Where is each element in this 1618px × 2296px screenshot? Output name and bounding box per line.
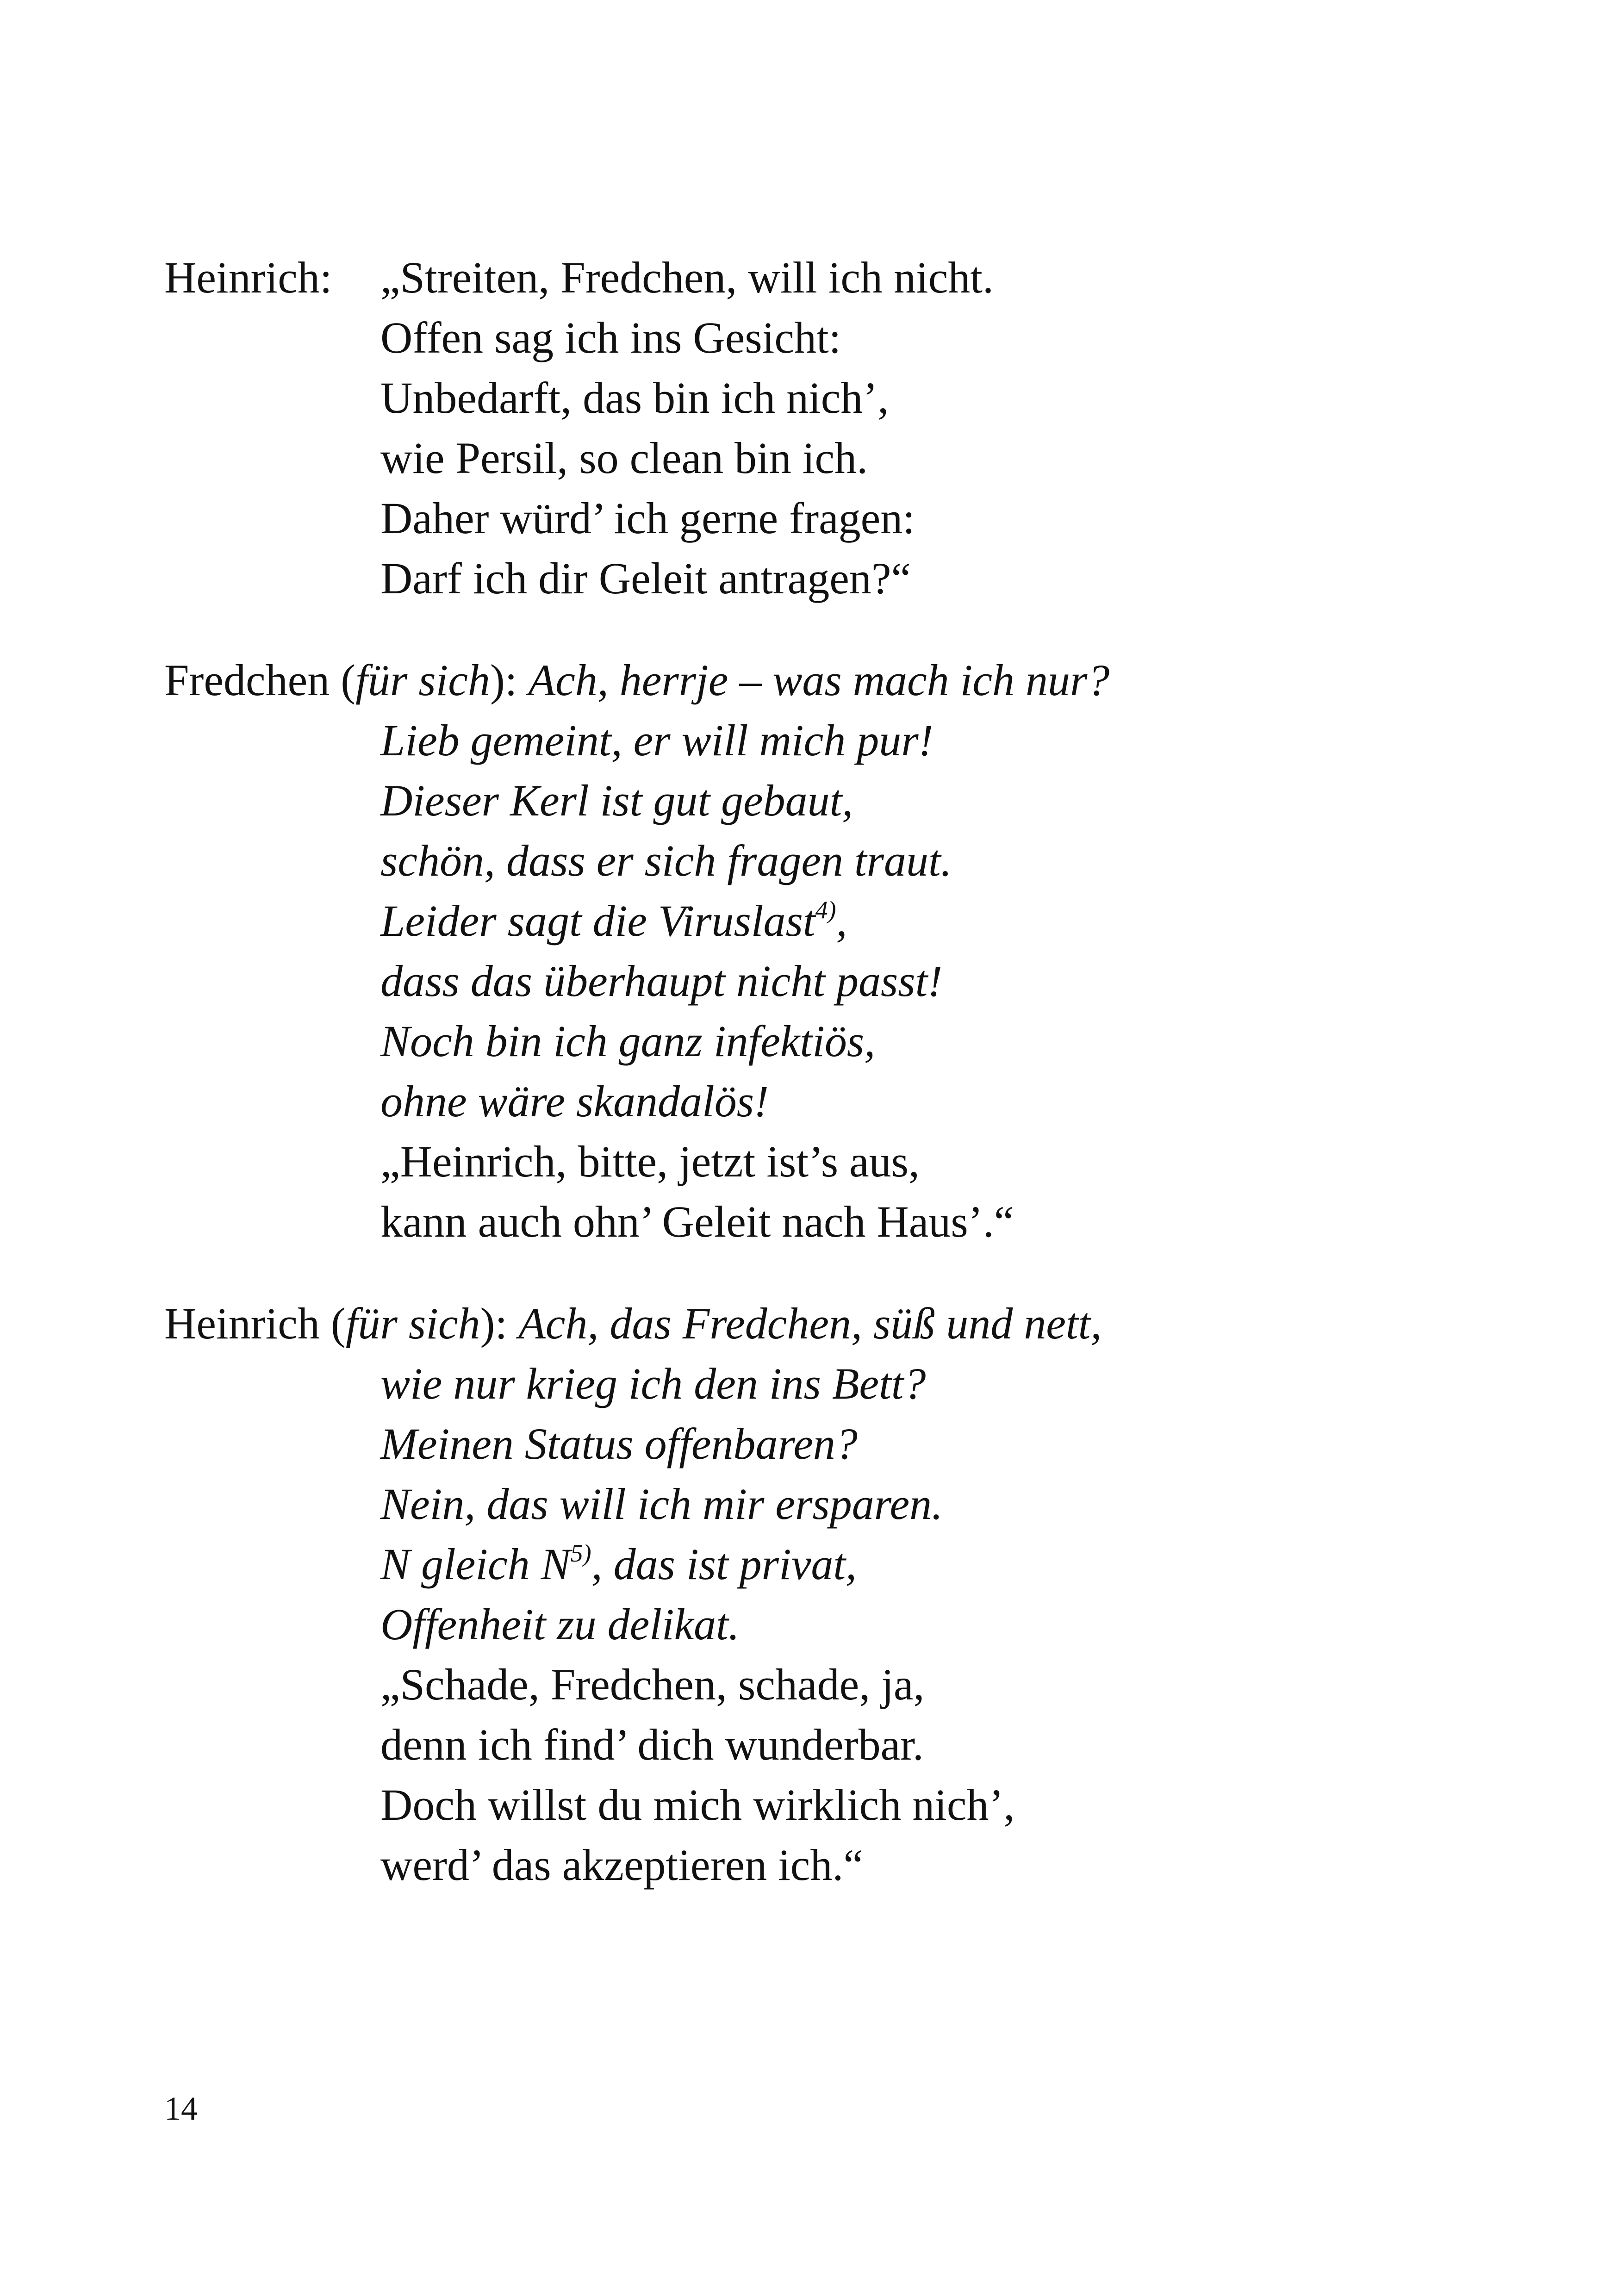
verse-line: Nein, das will ich mir ersparen. — [380, 1479, 943, 1529]
footnote-marker: 4) — [815, 896, 836, 924]
verse-line: kann auch ohn’ Geleit nach Haus’.“ — [380, 1197, 1014, 1246]
verse-line: denn ich find’ dich wunderbar. — [380, 1720, 924, 1769]
verse-line-with-footnote — [380, 1539, 857, 1589]
stage-direction: für sich — [345, 1299, 480, 1348]
verse-line: Offen sag ich ins Gesicht: — [380, 313, 841, 362]
verse-line: Lieb gemeint, er will mich pur! — [380, 716, 933, 765]
verse-text: Leider sagt die Viruslast — [380, 896, 815, 946]
speaker-separator: ): — [480, 1299, 519, 1348]
verse-text: , das ist privat, — [591, 1539, 857, 1589]
verse-line: Unbedarft, das bin ich nich’, — [380, 373, 889, 423]
verse-line: „Streiten, Fredchen, will ich nicht. — [380, 253, 994, 302]
verse-line: Doch willst du mich wirklich nich’, — [380, 1780, 1015, 1829]
speaker-heinrich: Heinrich ( — [164, 1299, 346, 1348]
stage-direction: für sich — [355, 655, 490, 705]
speaker-line-fredchen — [164, 655, 1110, 705]
verse-line: „Schade, Fredchen, schade, ja, — [380, 1660, 925, 1709]
verse-line: wie nur krieg ich den ins Bett? — [380, 1359, 926, 1408]
verse-line: Ach, das Fredchen, süß und nett, — [518, 1299, 1102, 1348]
verse-line: werd’ das akzeptieren ich.“ — [380, 1840, 863, 1890]
verse-text: N gleich N — [380, 1539, 571, 1589]
verse-line: Noch bin ich ganz infektiös, — [380, 1016, 876, 1066]
verse-line: ohne wäre skandalös! — [380, 1076, 769, 1126]
verse-line: wie Persil, so clean bin ich. — [380, 433, 868, 483]
verse-line: Ach, herrje – was mach ich nur? — [528, 655, 1110, 705]
verse-line: „Heinrich, bitte, jetzt ist’s aus, — [380, 1137, 920, 1186]
verse-line-with-footnote — [380, 896, 847, 946]
verse-line: schön, dass er sich fragen traut. — [380, 836, 952, 885]
speaker-fredchen: Fredchen ( — [164, 655, 356, 705]
verse-line: Dieser Kerl ist gut gebaut, — [380, 776, 853, 825]
footnote-marker: 5) — [570, 1539, 591, 1567]
speaker-separator: ): — [490, 655, 529, 705]
verse-line: Darf ich dir Geleit antragen?“ — [380, 554, 911, 603]
verse-text: , — [836, 896, 847, 946]
verse-line: Meinen Status offenbaren? — [380, 1419, 858, 1468]
verse-line: dass das überhaupt nicht passt! — [380, 956, 943, 1006]
speaker-heinrich: Heinrich: — [164, 253, 332, 302]
verse-line: Daher würd’ ich gerne fragen: — [380, 493, 915, 543]
page-number: 14 — [164, 2090, 198, 2127]
verse-line: Offenheit zu delikat. — [380, 1599, 740, 1649]
speaker-line-heinrich — [164, 1301, 1101, 1346]
